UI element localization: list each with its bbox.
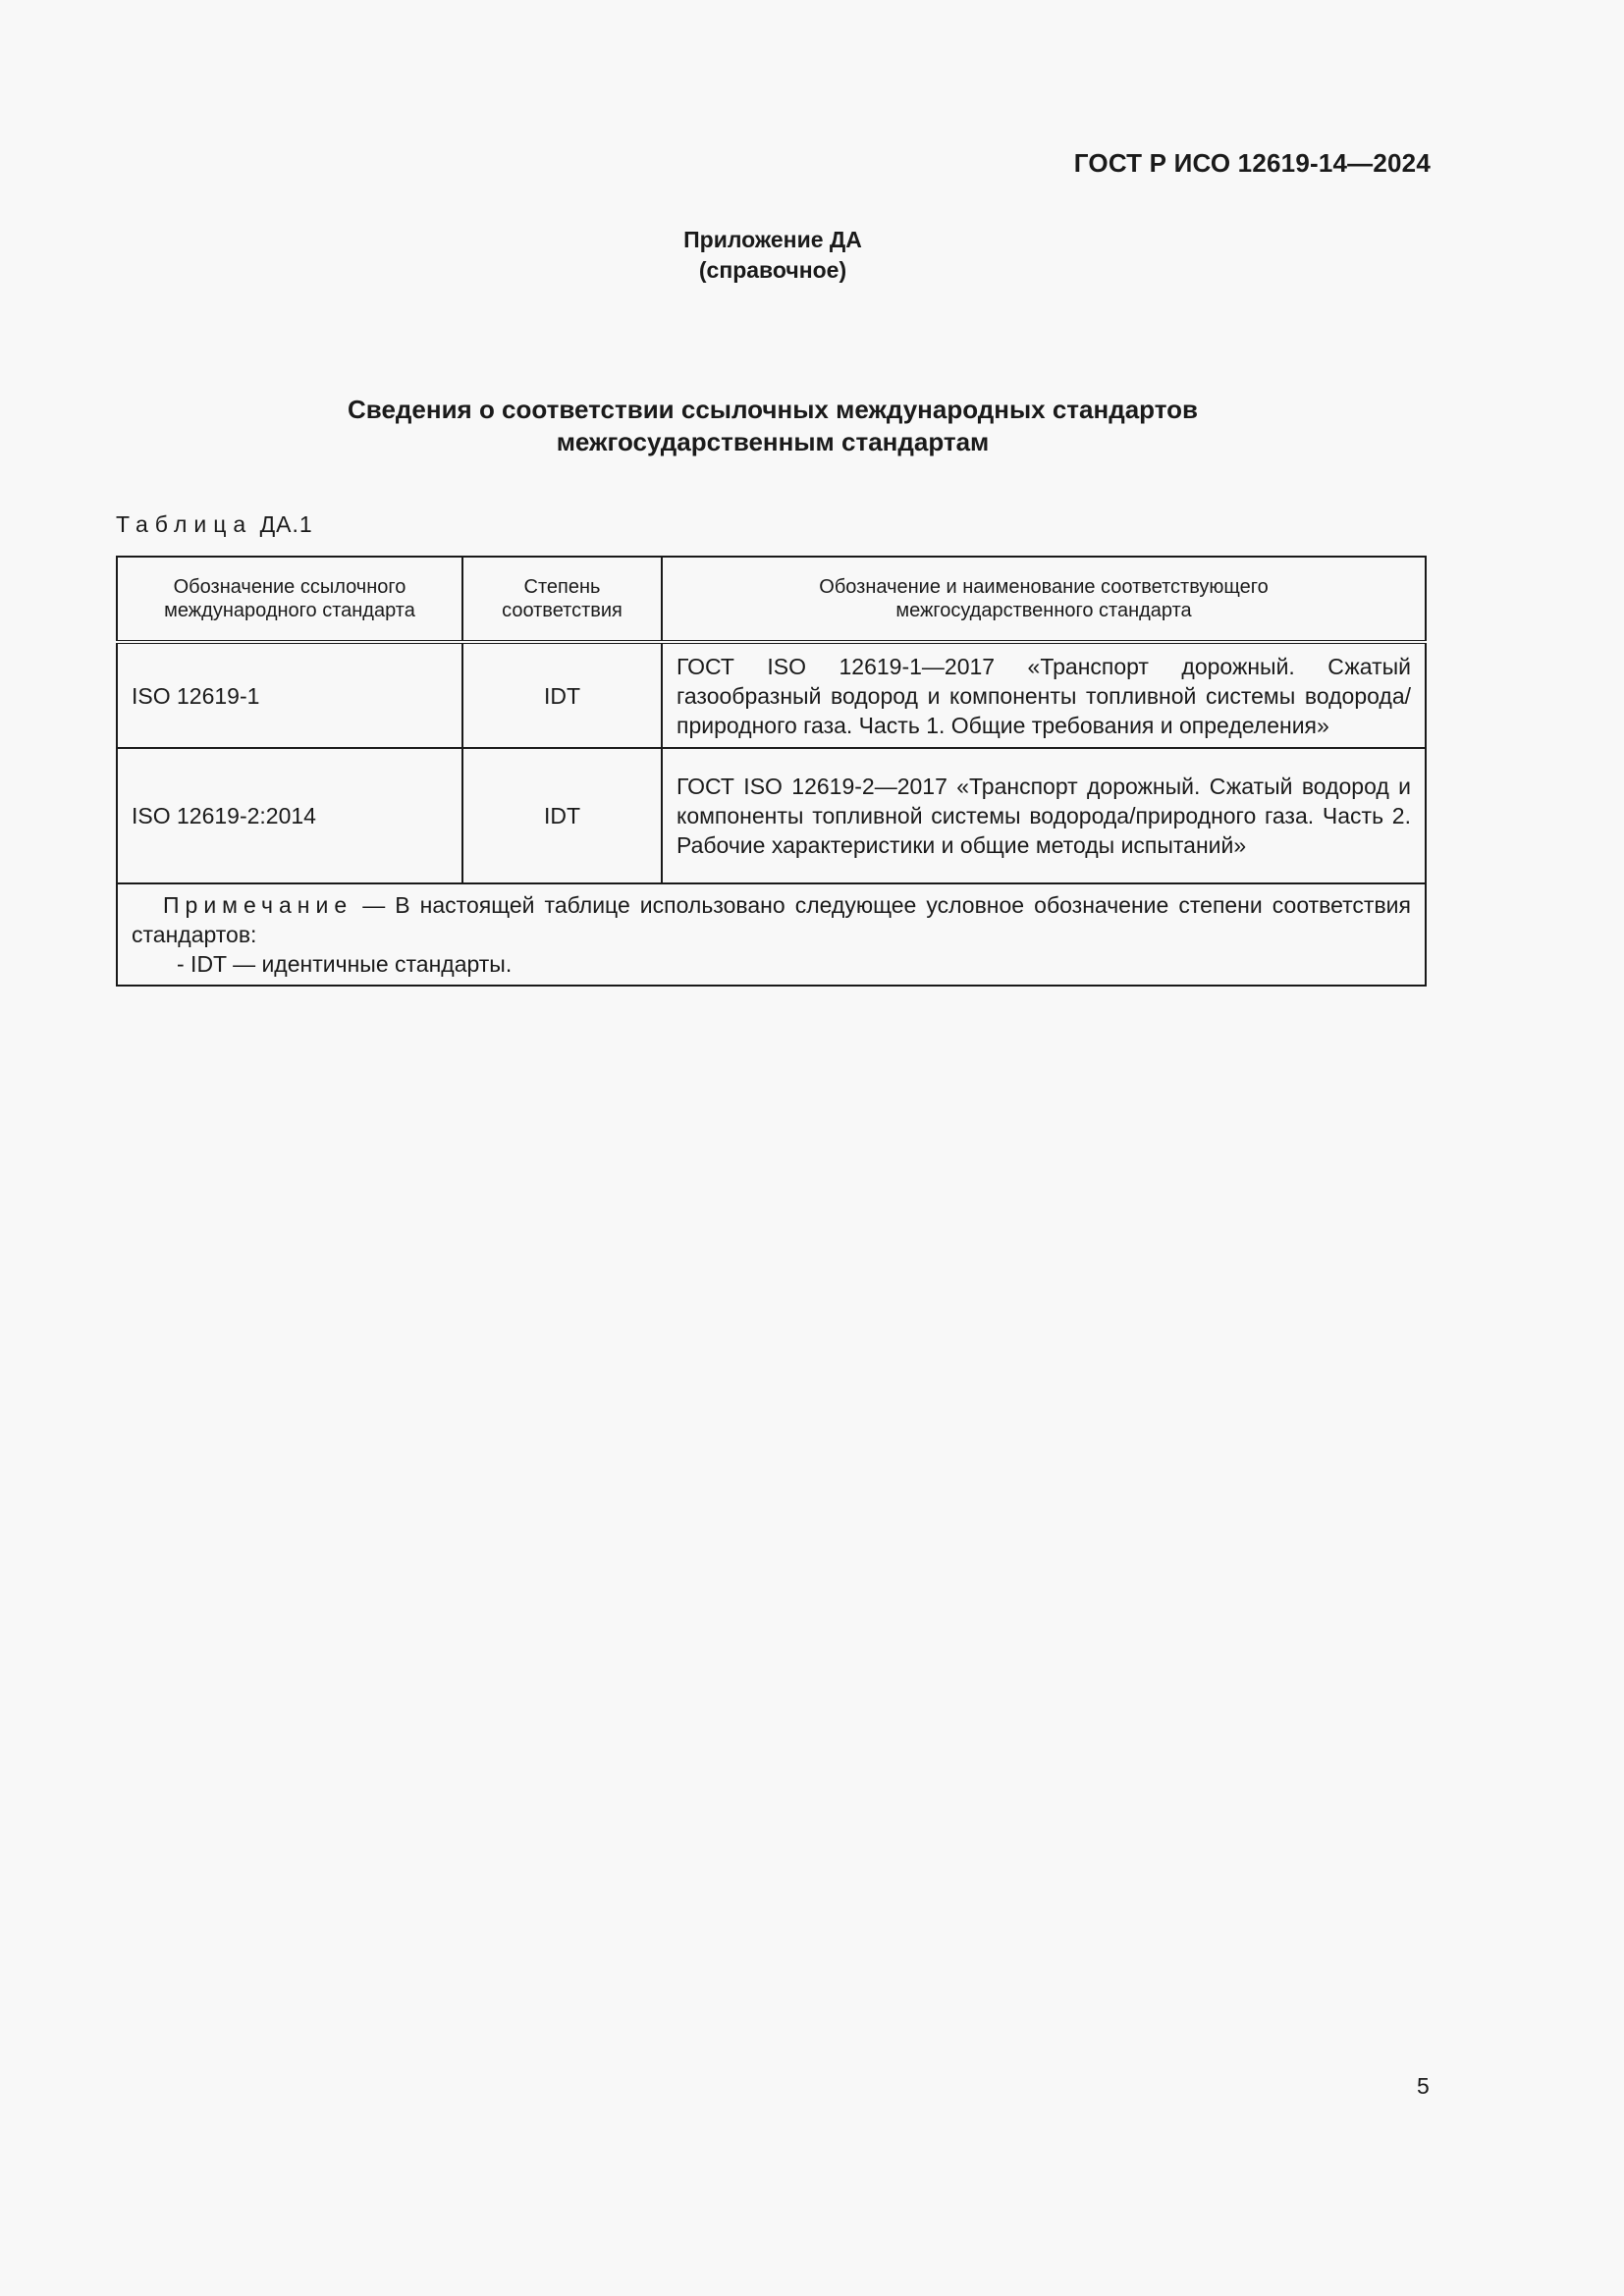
table-note-row (117, 883, 1426, 986)
cell-ref: ISO 12619-1 (117, 642, 462, 748)
note-item: - IDT — идентичные стандарты. (177, 951, 513, 977)
header-interstate-standard: Обозначение и наименование соответствующего межгосударственного стандарта (662, 557, 1426, 642)
table-row (117, 748, 1426, 883)
cell-ref: ISO 12619-2:2014 (117, 748, 462, 883)
note-label: Примечание (163, 892, 353, 918)
standards-table (116, 556, 1427, 987)
table-caption-word: Таблица (116, 511, 253, 537)
table-caption-id: ДА.1 (259, 511, 313, 537)
table-header-row (117, 557, 1426, 642)
header-ref-standard: Обозначение ссылочного международного стандарта (117, 557, 462, 642)
page-title-line-1: Сведения о соответствии ссылочных международных стандартов (348, 395, 1198, 424)
cell-name: ГОСТ ISO 12619-2—2017 «Транспорт дорожный. Сжатый водород и компоненты топливной системы водорода/природного газа. Часть 2. Рабочие характеристики и общие методы испытаний» (662, 748, 1426, 883)
cell-name: ГОСТ ISO 12619-1—2017 «Транспорт дорожный. Сжатый газообразный водород и компоненты топливной системы водорода/природного газа. Часть 1. Общие требования и определения» (662, 642, 1426, 748)
table-caption (116, 511, 313, 538)
header-degree: Степень соответствия (462, 557, 662, 642)
table-note (117, 883, 1426, 986)
annex-heading (0, 225, 1545, 286)
annex-title: Приложение ДА (683, 227, 862, 252)
page-number: 5 (1417, 2073, 1430, 2099)
document-code: ГОСТ Р ИСО 12619-14—2024 (1073, 148, 1431, 178)
annex-type: (справочное) (698, 257, 847, 283)
table-row (117, 642, 1426, 748)
cell-degree: IDT (462, 748, 662, 883)
cell-degree: IDT (462, 642, 662, 748)
page-title-line-2: межгосударственным стандартам (556, 427, 990, 456)
page-title (0, 394, 1545, 458)
note-text: — В настоящей таблице использовано следующее условное обозначение степени соответствия стандартов: (132, 892, 1411, 947)
